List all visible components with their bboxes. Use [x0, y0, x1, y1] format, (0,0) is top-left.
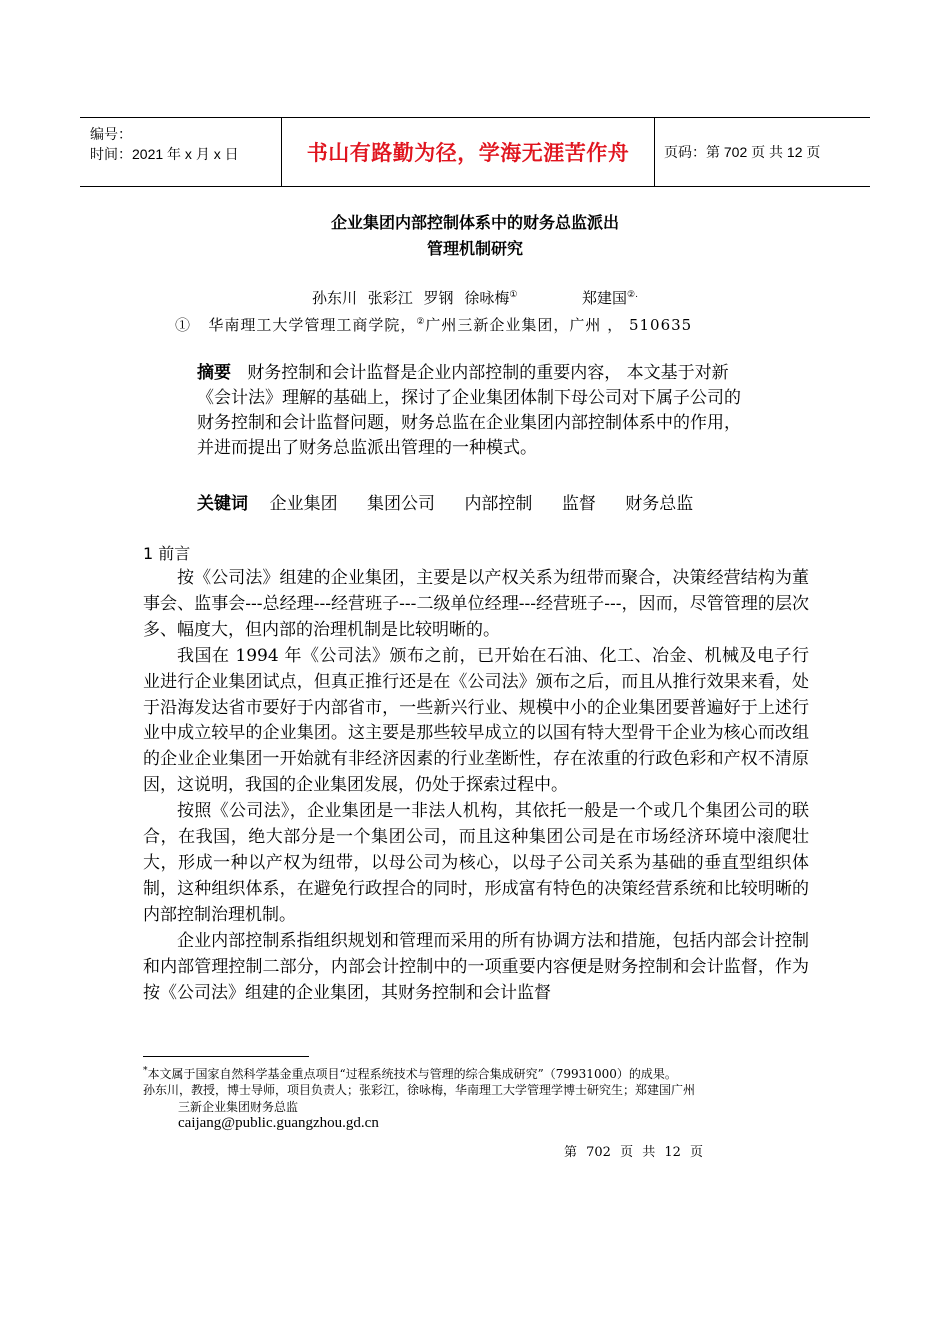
document-number-label: 编号：	[90, 126, 132, 142]
page-number: 第 702 页 共 12 页	[564, 1145, 704, 1160]
author-last: 郑建国	[582, 289, 628, 307]
header-page-label: 页码：第 702 页 共 12 页	[664, 144, 821, 160]
abstract-text: 财务控制和会计监督是企业内部控制的重要内容， 本文基于对新《会计法》理解的基础上，探讨了企业集团体制下母公司对下属子公司的财务控制和会计监督问题，财务总监在企业集团内部控制体系中的作用，并进而提出了财务总监派出管理的一种模式。	[197, 363, 741, 458]
footnote-1-text: 本文属于国家自然科学基金重点项目“过程系统技术与管理的综合集成研究”（79931000）的成果。	[147, 1067, 677, 1081]
author-sup-1: ①	[509, 290, 518, 300]
body-paragraph: 企业内部控制系指组织规划和管理而采用的所有协调方法和措施，包括内部会计控制和内部管理控制二部分，内部会计控制中的一项重要内容便是财务控制和会计监督，作为按《公司法》组建的企业集团，其财务控制和会计监督	[143, 930, 809, 1003]
paper-title-line-2: 管理机制研究	[426, 239, 523, 258]
abstract-label: 摘要	[197, 363, 231, 383]
keywords-line	[197, 489, 717, 514]
abstract-block	[197, 361, 757, 461]
header-motto-cell	[281, 118, 655, 186]
affiliation-text-2: 广州三新企业集团，广州 ， 510635	[425, 316, 693, 334]
affiliation-mark: ①	[175, 316, 192, 334]
document-time-label: 时间：2021 年 x 月 x 日	[90, 146, 239, 162]
keywords-label: 关键词	[197, 494, 248, 514]
footnote-3: 三新企业集团财务总监	[178, 1100, 299, 1114]
footnote-2: 孙东川，教授，博士导师，项目负责人；张彩江，徐咏梅，华南理工大学管理学博士研究生；郑建国广州	[143, 1083, 696, 1097]
author-list	[0, 287, 950, 308]
keyword-item: 企业集团	[269, 494, 338, 514]
paper-title-line-1: 企业集团内部控制体系中的财务总监派出	[330, 213, 619, 232]
footnote-mark: *	[143, 1066, 148, 1076]
motto-text: 书山有路勤为径，学海无涯苦作舟	[306, 141, 630, 165]
authors-text: 孙东川 张彩江 罗钢 徐咏梅	[312, 289, 510, 307]
footnote-rule	[143, 1056, 309, 1057]
keyword-item: 监督	[561, 494, 596, 514]
affiliation-sup: ②	[416, 317, 426, 327]
footnote-1	[143, 1063, 823, 1082]
body-paragraph: 按《公司法》组建的企业集团，主要是以产权关系为纽带而聚合，决策经营结构为董事会、监事会---总经理---经营班子---二级单位经理---经营班子---，因而，尽管管理的层次多、幅度大，但内部的治理机制是比较明晰的。	[143, 568, 809, 640]
header-left	[90, 124, 239, 164]
keyword-item: 集团公司	[367, 494, 436, 514]
affiliation-text: 华南理工大学管理工商学院，	[208, 316, 417, 334]
body-text	[143, 566, 809, 1006]
header-table	[80, 117, 870, 187]
section-heading: 1 前言	[143, 544, 191, 563]
keyword-item: 内部控制	[464, 494, 533, 514]
body-paragraph: 我国在 1994 年《公司法》颁布之前，已开始在石油、化工、冶金、机械及电子行业进行企业集团试点，但真正推行还是在《公司法》颁布之后，而且从推行效果来看，处于沿海发达省市要好于内部省市，一些新兴行业、规模中小的企业集团要普遍好于上述行业中成立较早的企业集团。这主要是那些较早成立的以国有特大型骨干企业为核心而改组的企业企业集团一开始就有非经济因素的行业垄断性，存在浓重的行政色彩和产权不清原因，这说明，我国的企业集团发展，仍处于探索过程中。	[143, 645, 809, 796]
body-paragraph: 按照《公司法》，企业集团是一非法人机构，其依托一般是一个或几个集团公司的联合，在我国，绝大部分是一个集团公司，而且这种集团公司是在市场经济环境中滚爬壮大，形成一种以产权为纽带，以母公司为核心，以母子公司关系为基础的垂直型组织体制，这种组织体系，在避免行政捏合的同时，形成富有特色的决策经营系统和比较明晰的内部控制治理机制。	[143, 801, 809, 925]
author-sup-2: ②.	[627, 290, 638, 300]
keyword-item: 财务总监	[625, 494, 694, 514]
author-email: caijang@public.guangzhou.gd.cn	[178, 1115, 379, 1131]
affiliation-line	[175, 314, 692, 335]
